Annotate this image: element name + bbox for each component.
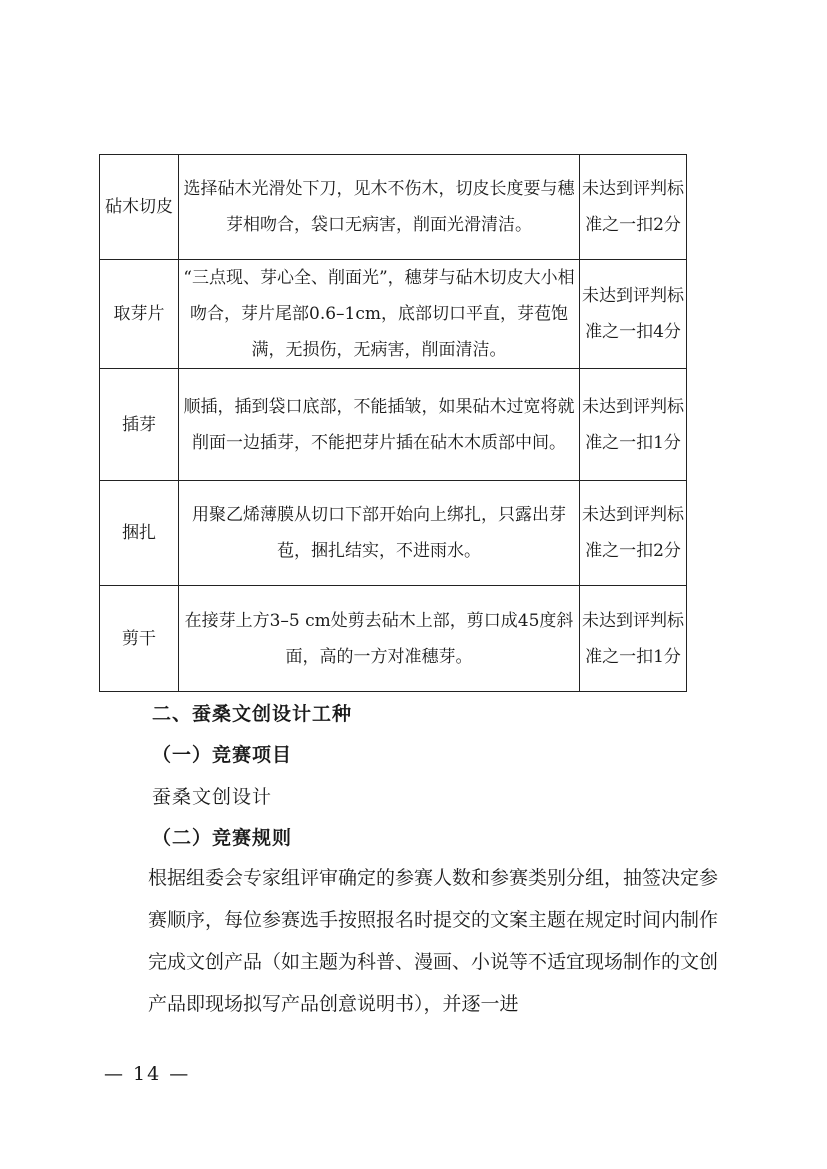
item-cell: 剪干 [100, 586, 179, 692]
table-row [100, 260, 687, 369]
score-cell: 未达到评判标准之一扣1分 [580, 586, 687, 692]
subsection-heading-project: （一）竞赛项目 [152, 744, 293, 766]
standard-cell: 在接芽上方3–5 cm处剪去砧木上部，剪口成45度斜面，高的一方对准穗芽。 [179, 586, 580, 692]
project-name: 蚕桑文创设计 [152, 786, 273, 808]
standard-cell: 选择砧木光滑处下刀，见木不伤木，切皮长度要与穗芽相吻合，袋口无病害，削面光滑清洁。 [179, 155, 580, 260]
standard-cell: 顺插，插到袋口底部，不能插皱，如果砧木过宽将就削面一边插芽，不能把芽片插在砧木木质部中间。 [179, 369, 580, 481]
score-cell: 未达到评判标准之一扣1分 [580, 369, 687, 481]
standard-cell: “三点现、芽心全、削面光”，穗芽与砧木切皮大小相吻合，芽片尾部0.6–1cm，底部切口平直，芽苞饱满，无损伤，无病害，削面清洁。 [179, 260, 580, 369]
item-cell: 砧木切皮 [100, 155, 179, 260]
table-row [100, 369, 687, 481]
item-cell: 取芽片 [100, 260, 179, 369]
score-cell: 未达到评判标准之一扣4分 [580, 260, 687, 369]
item-cell: 捆扎 [100, 481, 179, 586]
item-cell: 插芽 [100, 369, 179, 481]
scoring-table [99, 154, 687, 692]
rules-paragraph [148, 857, 718, 1025]
table-row [100, 155, 687, 260]
score-cell: 未达到评判标准之一扣2分 [580, 481, 687, 586]
standard-cell: 用聚乙烯薄膜从切口下部开始向上绑扎，只露出芽苞，捆扎结实，不进雨水。 [179, 481, 580, 586]
section-heading: 二、蚕桑文创设计工种 [152, 703, 353, 725]
score-cell: 未达到评判标准之一扣2分 [580, 155, 687, 260]
subsection-heading-rules: （二）竞赛规则 [152, 827, 293, 849]
page-number: — 14 — [104, 1063, 191, 1085]
table-row [100, 586, 687, 692]
table-row [100, 481, 687, 586]
rules-paragraph-text: 根据组委会专家组评审确定的参赛人数和参赛类别分组，抽签决定参赛顺序，每位参赛选手按照报名时提交的文案主题在规定时间内制作完成文创产品（如主题为科普、漫画、小说等不适宜现场制作的文创产品即现场拟写产品创意说明书），并逐一进 [148, 867, 719, 1015]
